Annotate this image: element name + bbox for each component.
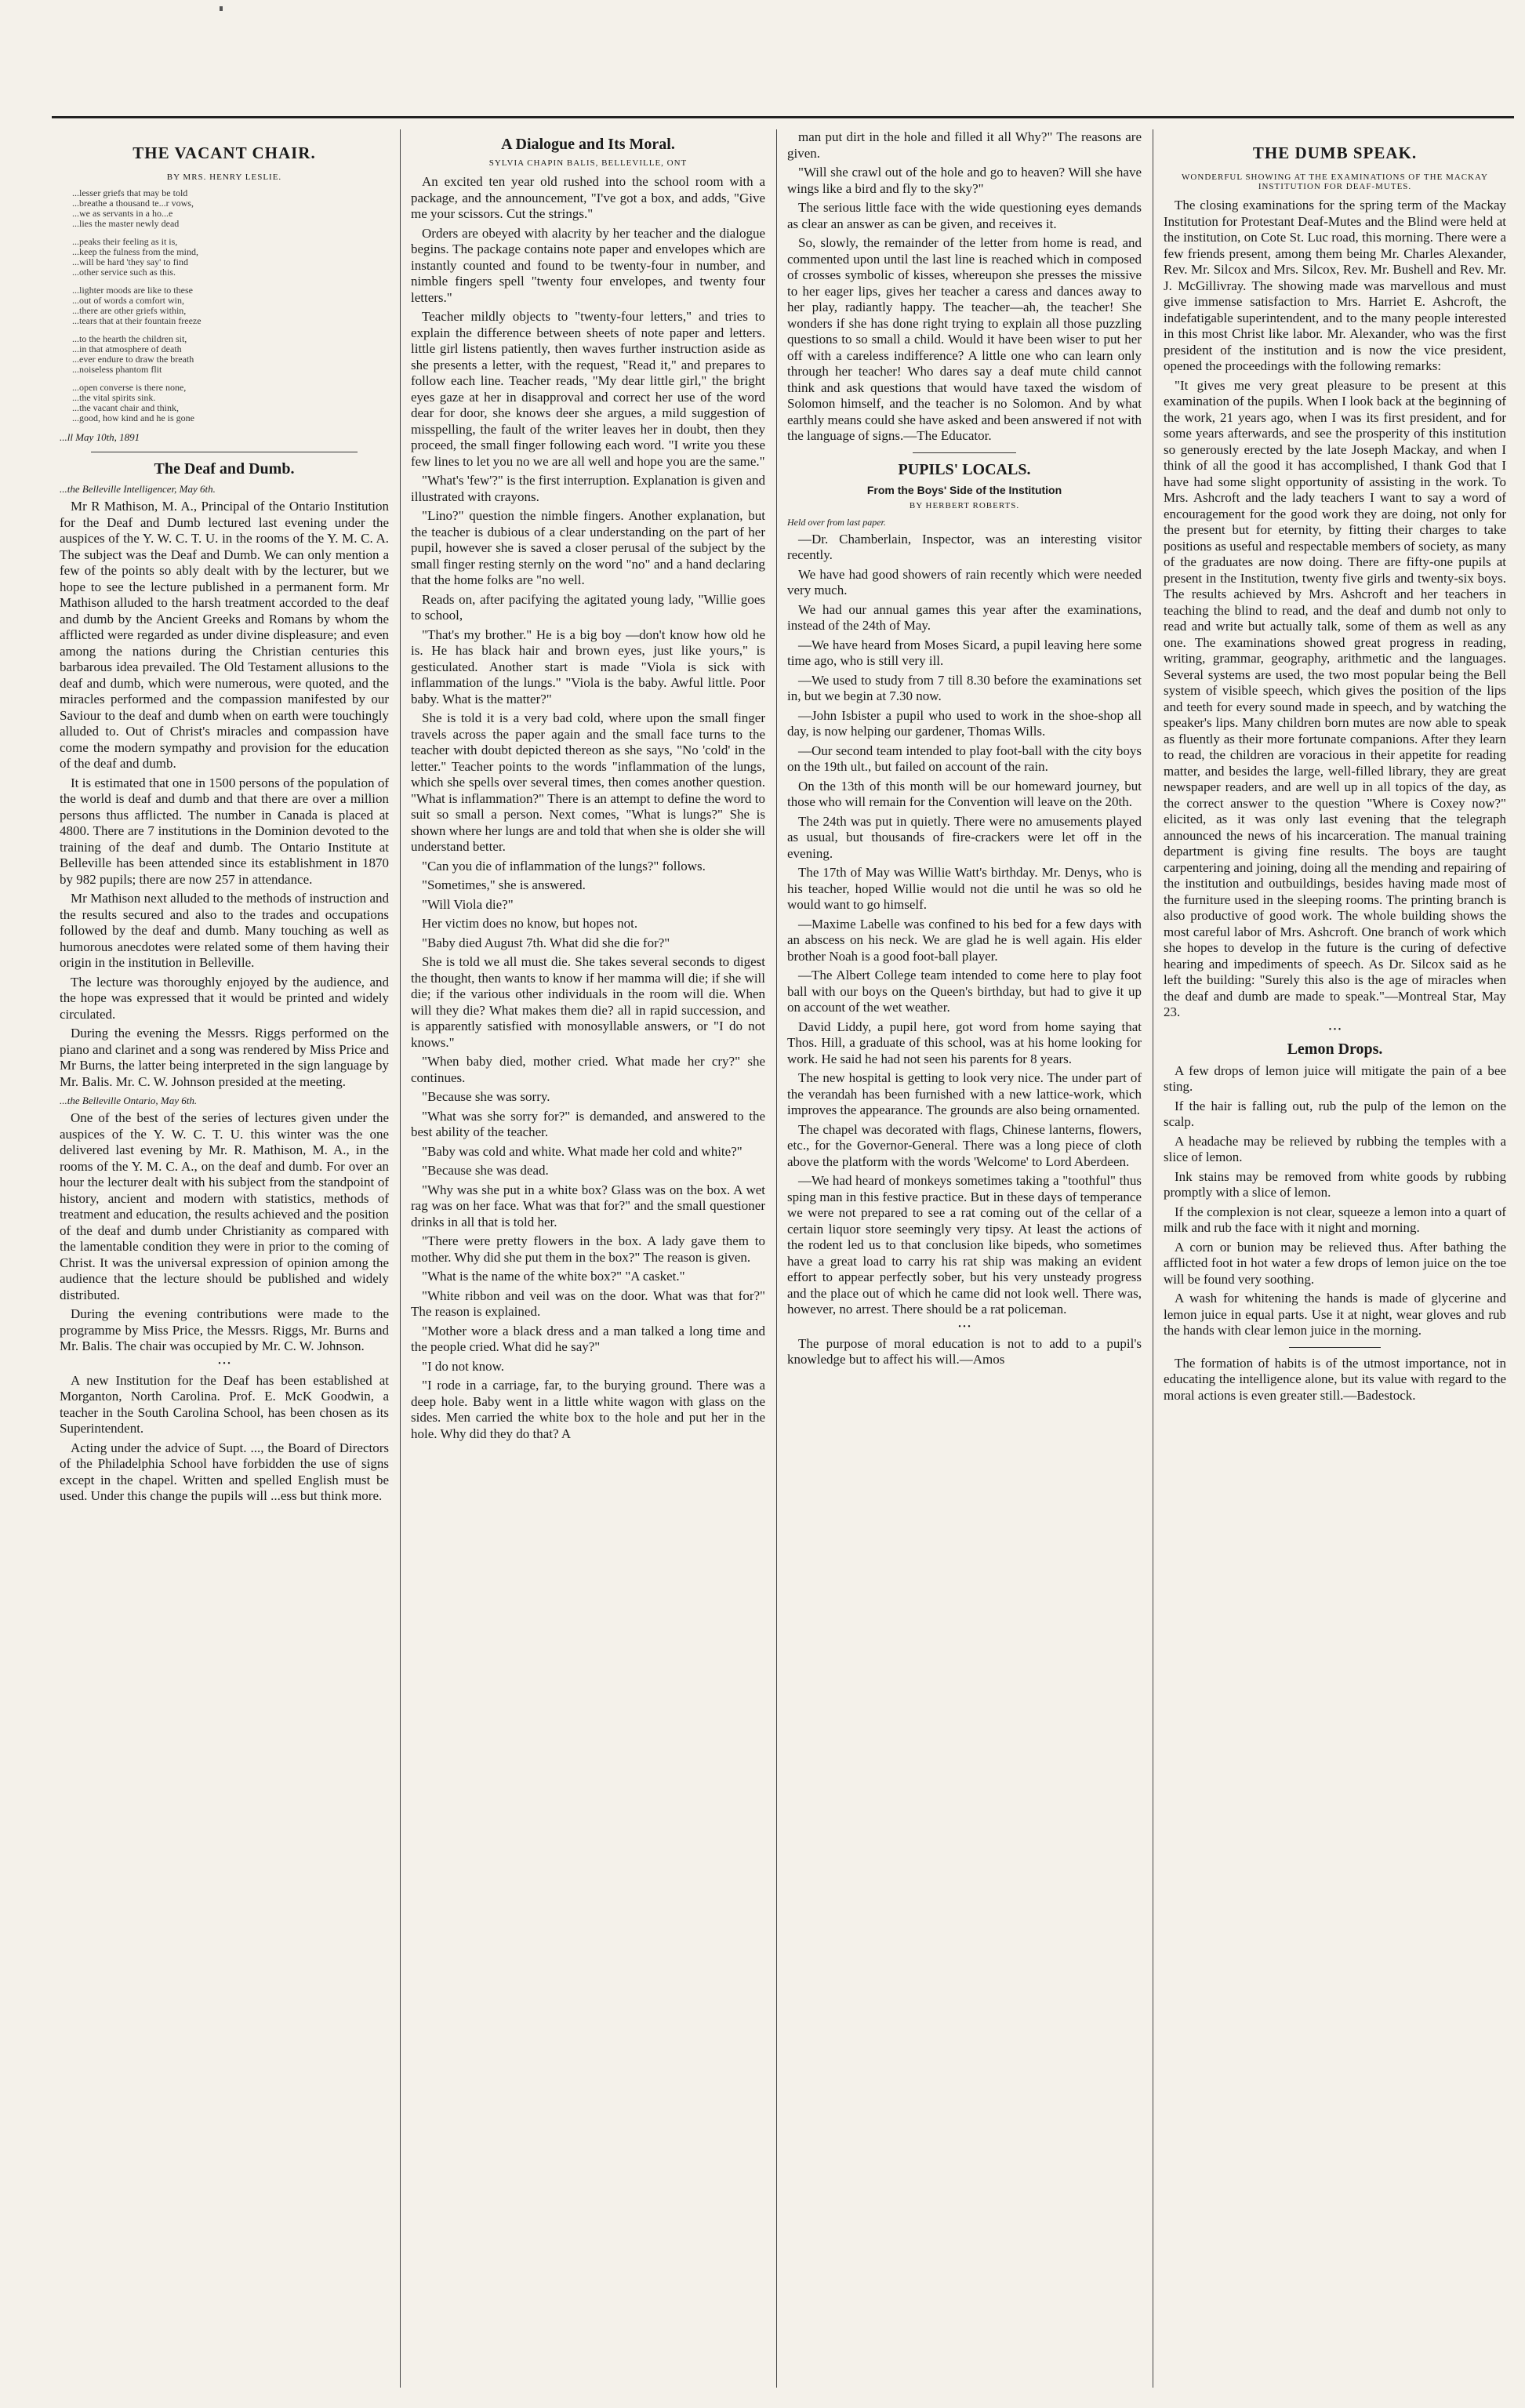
locals-list	[787, 532, 1142, 1318]
paragraph: Orders are obeyed with alacrity by her teacher and the dialogue begins. The package contains note paper and envelopes which are instantly counted and found to be twenty-four in number, and nimble fingers spell "twenty four envelopes, and twenty four letters."	[411, 225, 765, 305]
paragraph: One of the best of the series of lectures given under the auspices of the Y. W. C. T. U. this winter was the one delivered last evening by Mr. R. Mathison, M. A., in the rooms of the Y. M. C. A., on the deaf and dumb. For over an hour the lecturer dealt with his subject from the standpoint of history, ancient and modern with statistics, methods of treatment and education, the results achieved and the position of the deaf and dumb under Christianity as compared with the lamentable condition they were in prior to the coming of Christ. It was the universal expression of opinion among the audience that the lecture should be published and widely distributed.	[60, 1110, 389, 1302]
paragraph: —Dr. Chamberlain, Inspector, was an interesting visitor recently.	[787, 531, 1142, 562]
poem-line: ...the vital spirits sink.	[72, 392, 156, 403]
poem-line: ...ever endure to draw the breath	[72, 354, 194, 365]
divider	[913, 452, 1016, 453]
paragraph: The lecture was thoroughly enjoyed by the audience, and the hope was expressed that it would be printed and widely circulated.	[60, 974, 389, 1022]
paragraph: —Maxime Labelle was confined to his bed for a few days with an abscess on his neck. We are glad he is well again. His elder brother Noah is a good foot-ball player.	[787, 916, 1142, 964]
paragraph: "Will Viola die?"	[422, 896, 514, 912]
article-body	[60, 1110, 389, 1355]
poem-line: ...breathe a thousand te...r vows,	[72, 198, 194, 209]
paragraph: The chapel was decorated with flags, Chinese lanterns, flowers, etc., for the Governor-General. There was a long piece of cloth above the platform with the words 'Welcome' to Lord Aberdeen.	[787, 1121, 1142, 1169]
article-title: Lemon Drops.	[1287, 1040, 1383, 1058]
article-body	[411, 174, 765, 1442]
newspaper-page	[52, 116, 1514, 2392]
paragraph: man put dirt in the hole and filled it all Why?" The reasons are given.	[787, 129, 1142, 161]
paragraph: —We used to study from 7 till 8.30 before the examinations set in, but we begin at 7.30 now.	[787, 672, 1142, 703]
poem-line: ...we as servants in a ho...e	[72, 208, 173, 219]
article-body	[60, 499, 389, 1090]
poem-line: ...lighter moods are like to these	[72, 285, 193, 296]
paragraph: Ink stains may be removed from white goods by rubbing promptly with a slice of lemon.	[1164, 1168, 1506, 1200]
paragraph: "I do not know.	[422, 1358, 504, 1374]
poem-line: ...the vacant chair and think,	[72, 402, 179, 413]
article-body	[1164, 1063, 1506, 1339]
paragraph: If the hair is falling out, rub the pulp of the lemon on the scalp.	[1164, 1098, 1506, 1129]
separator: • • •	[218, 1359, 231, 1368]
poem-line: ...to the hearth the children sit,	[72, 333, 187, 344]
article-title: THE DUMB SPEAK.	[1252, 143, 1418, 162]
paragraph: "Mother wore a black dress and a man talked a long time and the people cried. What did he say?"	[411, 1323, 765, 1354]
paragraph: So, slowly, the remainder of the letter from home is read, and commented upon until the last line is reached which in composed of crosses symbolic of kisses, whereupon she presses the missive to her eager lips, gives her teacher a caress and dances away to her play, radiantly happy. The teacher—ah, the teacher! She wonders if she has done right trying to explain all those puzzling questions to so small a child. Would it have been wiser to put her off with a careless indifference? A little one who can learn only through her teacher! Who dares say a deaf mute child cannot think and ask questions that would have taxed the wisdom of Solomon himself, and the teacher is no Solomon. And by what earthly means could she have asked and been answered if not with the language of signs.—The Educator.	[787, 235, 1142, 443]
paragraph: A new Institution for the Deaf has been established at Morganton, North Carolina. Prof. E. McK Goodwin, a teacher in the South Carolina School, has been chosen as its Superintendent.	[60, 1372, 389, 1436]
column-4	[1156, 129, 1514, 2388]
paragraph: Her victim does no know, but hopes not.	[422, 916, 638, 931]
paragraph: The formation of habits is of the utmost importance, not in educating the intelligence alone, but its value with regard to the moral actions is even greater still.—Badestock.	[1164, 1355, 1506, 1403]
poem-line: ...lesser griefs that may be told	[72, 187, 188, 198]
paragraph: Reads on, after pacifying the agitated young lady, "Willie goes to school,	[411, 591, 765, 623]
paragraph: We had our annual games this year after the examinations, instead of the 24th of May.	[787, 601, 1142, 633]
paragraph: "It gives me very great pleasure to be present at this examination of the pupils. When I look back at the beginning of the work, 21 years ago, when I was its first president, and for some years afterwards, and see the prosperity of this institution so generously erected by the late Joseph Mackay, and when I think of all the good it has accomplished, I thank God that I have had some slight opportunity of assisting in the work. To Mrs. Ashcroft and the lady teachers I want to say a word of encouragement for the good work they are doing, not only for the present but for eternity, by fitting their charges to take positions as useful and respectable members of society, as many of the graduates are now doing. There are fifty-one pupils at present in the Institution, twenty five girls and twenty-six boys. The results achieved by Mrs. Ashcroft and her teachers in teaching the blind to read, and the deaf and dumb not only to read and write but actually talk, some of them as well as any one. The examinations showed great progress in reading, writing, grammar, geography, arithmetic and the languages. Several systems are used, the two most popular being the Bell system of visible speech, which gives the position of the lips and teeth for every sound made in speech, and by watching the speaker's lips. Many children born mutes are now able to speak as fluently as their more fortunate companions. After they learn to read, the children are voracious in their appetite for reading matter, and besides the large, well-filled library, they are great newspaper readers, and are well up in all topics of the day, as the correct answer to the question "Where is Coxey now?" elicited, as it was only last evening that the telegraph announced the news of his incarceration. The manual training department is giving fine results. The boys are taught carpentering and joining, doing all the mending and repairing of the institution and outbuildings, besides having made most of the furniture used in the sleeping rooms. The printing branch is also productive of good work. The whole building shows the most careful labor of Mrs. Ashcroft. One branch of work which she hopes to develop in the future is the curing of defective hearing and impediments of speech. As Dr. Silcox said as he left the building: "Surely this also is the age of miracles when the deaf and dumb are made to speak."—Montreal Star, May 23.	[1164, 377, 1506, 1019]
separator: • • •	[958, 1322, 971, 1331]
paragraph: "Why was she put in a white box? Glass was on the box. A wet rag was on her face. What was that for?" and the small questioner drinks in all that is told her.	[411, 1182, 765, 1229]
paragraph: "I rode in a carriage, far, to the burying ground. There was a deep hole. Baby went in a little white wagon with glass on the sides. Men carried the white box to the hole and put her in the hole. Why did they do that? A	[411, 1378, 765, 1441]
poem-line: ...noiseless phantom flit	[72, 364, 162, 375]
article-body	[1164, 198, 1506, 1021]
paragraph: She is told we all must die. She takes several seconds to digest the thought, then wants to know if her mamma will die; if she will die; if the various other individuals in the room will die. When will they die? What makes them die? all in rapid succession, and is apparently satisfied with monosyllable answers, or "I do not knows."	[411, 954, 765, 1050]
paragraph: "Can you die of inflammation of the lungs?" follows.	[422, 858, 706, 873]
paragraph: The new hospital is getting to look very nice. The under part of the verandah has been furnished with a new lattice-work, which improves the appearance. The grounds are also being ornamented.	[787, 1070, 1142, 1117]
divider	[1289, 1347, 1381, 1348]
poem-line: ...lies the master newly dead	[72, 218, 180, 229]
poem-line: ...in that atmosphere of death	[72, 343, 182, 354]
column-rule	[776, 129, 777, 2388]
paragraph: "When baby died, mother cried. What made her cry?" she continues.	[411, 1054, 765, 1085]
paragraph: A wash for whitening the hands is made of glycerine and lemon juice in equal parts. Use it at night, wear gloves and rub the hands with clear lemon juice in the morning.	[1164, 1291, 1506, 1338]
paragraph: The closing examinations for the spring term of the Mackay Institution for Protestant Deaf-Mutes and the Blind were held at the institution, on Cote St. Luc road, this morning. There were a few friends present, among them being Mr. Charles Alexander, Rev. Mr. Silcox and Mrs. Silcox, Rev. Mr. Bushell and Rev. Mr. J. McGillivray. The showing made was marvellous and must give immense satisfaction to Mrs. Harriet E. Ashcroft, the indefatigable superintendent, and to the many people interested in this most Christ like labor. Mr. Alexander, who was the first president of the institution and is now the vice president, opened the proceedings with the following remarks:	[1164, 198, 1506, 373]
poem-line: ...other service such as this.	[72, 267, 176, 278]
paragraph: Mr Mathison next alluded to the methods of instruction and the results secured and also to the trades and occupations followed by the deaf and dumb. Many touching as well as humorous anecdotes were related some of them having their origin in the institution in Belleville.	[60, 891, 389, 970]
paragraph: "What is the name of the white box?" "A casket."	[422, 1269, 685, 1284]
paragraph: —The Albert College team intended to come here to play foot ball with our boys on the Queen's birthday, but had to give it up on account of the wet weather.	[787, 968, 1142, 1015]
paragraph: The serious little face with the wide questioning eyes demands as clear an answer as can be given, and receives it.	[787, 200, 1142, 231]
paragraph: "Will she crawl out of the hole and go to heaven? Will she have wings like a bird and fly to the sky?"	[787, 165, 1142, 196]
paragraph: A few drops of lemon juice will mitigate the pain of a bee sting.	[1164, 1062, 1506, 1094]
paragraph: It is estimated that one in 1500 persons of the population of the world is deaf and dumb and that there are over a million persons thus afflicted. The number in Canada is placed at 4800. There are 7 institutions in the Dominion devoted to the training of the deaf and dumb. The Ontario Institute at Belleville has been attended since its establishment in 1870 by 982 pupils; there are now 257 in attendance.	[60, 775, 389, 887]
paragraph: Mr R Mathison, M. A., Principal of the Ontario Institution for the Deaf and Dumb lectured last evening under the auspices of the Y. W. C. T. U. in the rooms of the Y. M. C. A. The subject was the Deaf and Dumb. We can only mention a few of the points so ably dealt with by the lecturer, but we hope to see the lecture published in a permanent form. Mr Mathison alluded to the harsh treatment accorded to the deaf and dumb by the Ancient Greeks and Romans by whom the afflicted were regarded as under divine displeasure; and even among the nations during the Christian centuries this barbarous idea prevailed. The Old Testament allusions to the deaf and dumb, which were numerous, were quoted, and the miracles performed and the compassion manifested by our Saviour to the deaf and dumb when on earth were touchingly alluded to. Out of Christ's miracles and compassion have come the modern sympathy and provision for the education of the deaf and dumb.	[60, 499, 389, 771]
paragraph: "Because she was dead.	[422, 1163, 549, 1178]
paragraph: "What was she sorry for?" is demanded, and answered to the best ability of the teacher.	[411, 1108, 765, 1139]
paragraph: The purpose of moral education is not to add to a pupil's knowledge but to affect his will.—Amos	[787, 1335, 1142, 1367]
paragraph: The 17th of May was Willie Watt's birthday. Mr. Denys, who is his teacher, hoped Willie would not die until he was so old he would want to go himself.	[787, 865, 1142, 912]
poem-title: THE VACANT CHAIR.	[133, 143, 316, 162]
paragraph: —We had heard of monkeys sometimes taking a "toothful" thus sping man in this festive practice. But in these days of temperance we were not prepared to see a rat coming out of the cellar of a certain liquor store seemingly very tipsy. At least the actions of the rodent led us to that conclusion like bipeds, who sometimes have a great load to carry his rat ship was making an evident effort to appear perfectly sober, but his very unsteady progress and the place out of which he came did not look well. There was, however, no arrest. There should be a rat policeman.	[787, 1173, 1142, 1317]
poem-line: ...open converse is there none,	[72, 382, 187, 393]
article-title: The Deaf and Dumb.	[154, 460, 295, 478]
paragraph: "White ribbon and veil was on the door. What was that for?" The reason is explained.	[411, 1288, 765, 1319]
paragraph: A headache may be relieved by rubbing the temples with a slice of lemon.	[1164, 1133, 1506, 1164]
dateline: ...the Belleville Ontario, May 6th.	[60, 1095, 198, 1106]
scan-speck	[220, 6, 223, 11]
paragraph: "That's my brother." He is a big boy —don't know how old he is. He has black hair and brown eyes, just like yours," is gesticulated. Another start is made "Viola is sick with inflammation of the lungs." "Viola is the baby. Awful little. Poor baby. What is the matter?"	[411, 627, 765, 706]
column-1	[52, 129, 397, 2388]
separator: • • •	[1328, 1025, 1342, 1034]
poem-author: BY MRS. HENRY LESLIE.	[166, 173, 282, 182]
note: Held over from last paper.	[787, 516, 886, 528]
section-title: PUPILS' LOCALS.	[898, 460, 1031, 478]
byline: WONDERFUL SHOWING AT THE EXAMINATIONS OF THE MACKAY INSTITUTION FOR DEAF-MUTES.	[1182, 173, 1488, 191]
paragraph: —Our second team intended to play foot-ball with the city boys on the 19th ult., but failed on account of the rain.	[787, 743, 1142, 774]
news-items	[60, 1373, 389, 1505]
column-rule	[400, 129, 401, 2388]
paragraph: During the evening the Messrs. Riggs performed on the piano and clarinet and a song was rendered by Miss Price and Mr Burns, the latter being interpreted in the sign language by Mr. Balis. Mr. C. W. Johnson presided at the meeting.	[60, 1026, 389, 1089]
article-body	[787, 129, 1142, 445]
column-3	[779, 129, 1149, 2388]
paragraph: "Baby died August 7th. What did she die for?"	[422, 935, 670, 950]
paragraph: —John Isbister a pupil who used to work in the shoe-shop all day, is now helping our gardener, Thomas Wills.	[787, 707, 1142, 739]
poem-line: ...good, how kind and he is gone	[72, 412, 194, 423]
poem-line: ...out of words a comfort win,	[72, 295, 184, 306]
byline: SYLVIA CHAPIN BALIS, BELLEVILLE, ONT	[488, 158, 688, 168]
paragraph: On the 13th of this month will be our homeward journey, but those who will remain for the Convention will leave on the 20th.	[787, 778, 1142, 809]
paragraph: During the evening contributions were made to the programme by Miss Price, the Messrs. Riggs, Mr. Burns and Mr. Balis. The chair was occupied by Mr. C. W. Johnson.	[60, 1306, 389, 1353]
column-2	[403, 129, 773, 2388]
poem-date: ...ll May 10th, 1891	[60, 431, 140, 443]
section-subtitle: From the Boys' Side of the Institution	[866, 483, 1062, 496]
poem-line: ...peaks their feeling as it is,	[72, 236, 178, 247]
paragraph: "Because she was sorry.	[422, 1089, 550, 1104]
paragraph: "Baby was cold and white. What made her cold and white?"	[422, 1143, 743, 1159]
byline: BY HERBERT ROBERTS.	[909, 500, 1020, 510]
paragraph: The 24th was put in quietly. There were no amusements played as usual, but thousands of fire-crackers were let off in the evening.	[787, 813, 1142, 861]
poem-line: ...tears that at their fountain freeze	[72, 315, 202, 326]
paragraph: "Sometimes," she is answered.	[422, 877, 586, 892]
paragraph: A corn or bunion may be relieved thus. After bathing the afflicted foot in hot water a few drops of lemon juice on the toe will be found very soothing.	[1164, 1239, 1506, 1287]
paragraph: "What's 'few'?" is the first interruption. Explanation is given and illustrated with crayons.	[411, 473, 765, 504]
paragraph: David Liddy, a pupil here, got word from home saying that Thos. Hill, a graduate of this school, was at his home looking for work. He said he had not seen his parents for 8 years.	[787, 1019, 1142, 1066]
paragraph: We have had good showers of rain recently which were needed very much.	[787, 566, 1142, 597]
paragraph: "There were pretty flowers in the box. A lady gave them to mother. Why did she put them in the box?" The reason is given.	[411, 1233, 765, 1265]
article-title: A Dialogue and Its Moral.	[501, 136, 675, 153]
dateline: ...the Belleville Intelligencer, May 6th.	[60, 483, 216, 495]
paragraph: Acting under the advice of Supt. ..., the Board of Directors of the Philadelphia School have forbidden the use of signs except in the chapel. Written and spelled English must be used. Under this change the pupils will ...ess but think more.	[60, 1440, 389, 1503]
paragraph: She is told it is a very bad cold, where upon the small finger travels across the paper again and the small face turns to the teacher with doubt depicted thereon as she says, "No 'cold' in the letter." Teacher points to the words "inflammation of the lungs, which she spells over several times, then comes another question. "What is inflammation?" There is an attempt to define the word to suit so small a person. Next comes, "What is lungs?" She is shown where her lungs are and told that when she is older she will understand better.	[411, 710, 765, 854]
paragraph: An excited ten year old rushed into the school room with a package, and the announcement, "I've got a box, and adds, "Give me your scissors. Cut the strings."	[411, 174, 765, 221]
paragraph: Teacher mildly objects to "twenty-four letters," and tries to explain the difference between sheets of note paper and letters. little girl listens patiently, then waves further instruction aside as she presents a letter, with the request, "Read it," and prepares to follow each line. Teacher reads, "My dear little girl," the bright eyes gaze at her in disapproval and correct her use of the word dear for door, she knows deer she argues, a mild suggestion of misspelling, the fault of the writer leaves her in doubt, then they proceed, the small finger following each word. "I write you these few lines to let you no we are all well and hope you are the same."	[411, 309, 765, 469]
poem-line: ...there are other griefs within,	[72, 305, 187, 316]
poem-line: ...keep the fulness from the mind,	[72, 246, 198, 257]
poem-line: ...will be hard 'they say' to find	[72, 256, 188, 267]
paragraph: If the complexion is not clear, squeeze a lemon into a quart of milk and rub the face with it night and morning.	[1164, 1204, 1506, 1235]
paragraph: —We have heard from Moses Sicard, a pupil leaving here some time ago, who is still very ill.	[787, 637, 1142, 668]
poem-body	[60, 188, 389, 423]
paragraph: "Lino?" question the nimble fingers. Another explanation, but the teacher is dubious of a clear understanding on the part of her pupil, however she is saved a closer perusal of the subject by the small finger resting sternly on the word "no" and a hand declaring that the home folks are "no well.	[411, 508, 765, 587]
